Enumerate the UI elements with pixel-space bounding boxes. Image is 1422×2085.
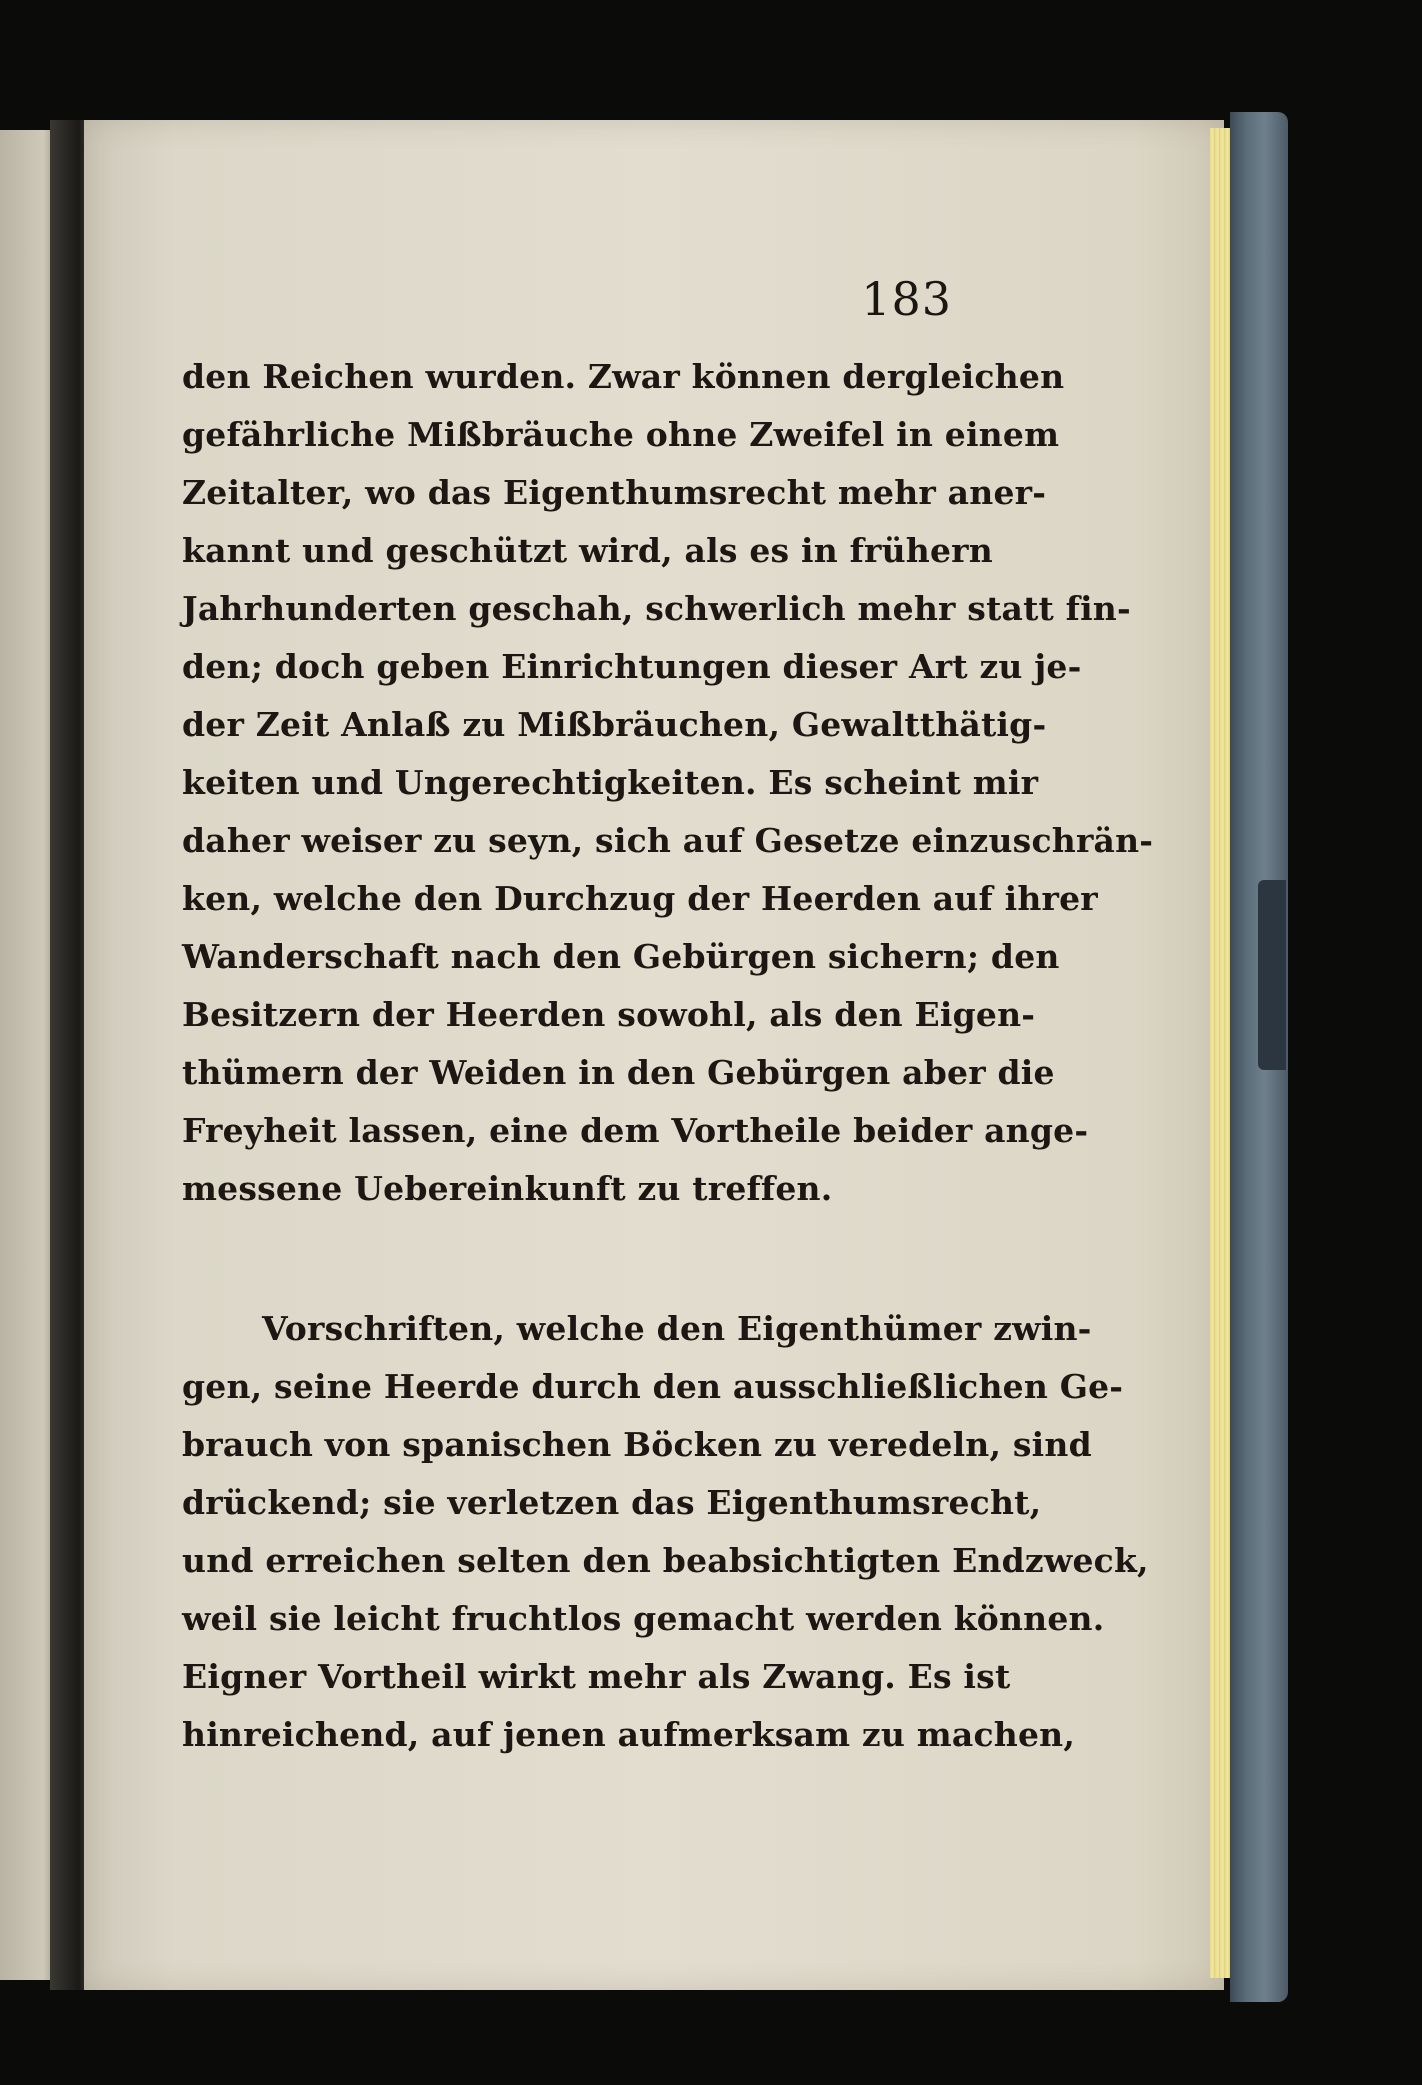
paragraph-2 [182,1300,1149,1764]
text-line: Jahrhunderten geschah, schwerlich mehr statt fin- [182,589,1131,628]
text-line: kannt und geschützt wird, als es in frühern [182,531,993,570]
cover-shadow [1258,880,1286,1070]
text-line: gefährliche Mißbräuche ohne Zweifel in einem [182,415,1060,454]
text-line: keiten und Ungerechtigkeiten. Es scheint mir [182,763,1039,802]
text-line: Eigner Vortheil wirkt mehr als Zwang. Es ist [182,1657,1011,1696]
text-line: hinreichend, auf jenen aufmerksam zu machen, [182,1715,1076,1754]
text-line: der Zeit Anlaß zu Mißbräuchen, Gewaltthätig- [182,705,1047,744]
text-line: drückend; sie verletzen das Eigenthumsrecht, [182,1483,1042,1522]
text-line: und erreichen selten den beabsichtigten Endzweck, [182,1541,1149,1580]
text-line: thümern der Weiden in den Gebürgen aber die [182,1053,1055,1092]
text-line: Zeitalter, wo das Eigenthumsrecht mehr aner- [182,473,1047,512]
text-block [182,348,1154,1764]
text-line: gen, seine Heerde durch den ausschließlichen Ge- [182,1367,1124,1406]
text-line: brauch von spanischen Böcken zu veredeln, sind [182,1425,1092,1464]
text-line: den Reichen wurden. Zwar können dergleichen [182,357,1065,396]
text-line: Besitzern der Heerden sowohl, als den Eigen- [182,995,1036,1034]
text-line: weil sie leicht fruchtlos gemacht werden können. [182,1599,1105,1638]
page-edges [1210,128,1232,1978]
paragraph-gap [182,1218,972,1300]
text-line: ken, welche den Durchzug der Heerden auf ihrer [182,879,1098,918]
text-line: messene Uebereinkunft zu treffen. [182,1169,833,1208]
text-line: Freyheit lassen, eine dem Vortheile beider ange- [182,1111,1089,1150]
text-line: Vorschriften, welche den Eigenthümer zwin- [262,1309,1092,1348]
text-line: den; doch geben Einrichtungen dieser Art zu je- [182,647,1082,686]
paragraph-1 [182,348,1154,1218]
page-number: 183 [861,272,952,326]
text-line: Wanderschaft nach den Gebürgen sichern; den [182,937,1060,976]
text-line: daher weiser zu seyn, sich auf Gesetze einzuschrän- [182,821,1154,860]
